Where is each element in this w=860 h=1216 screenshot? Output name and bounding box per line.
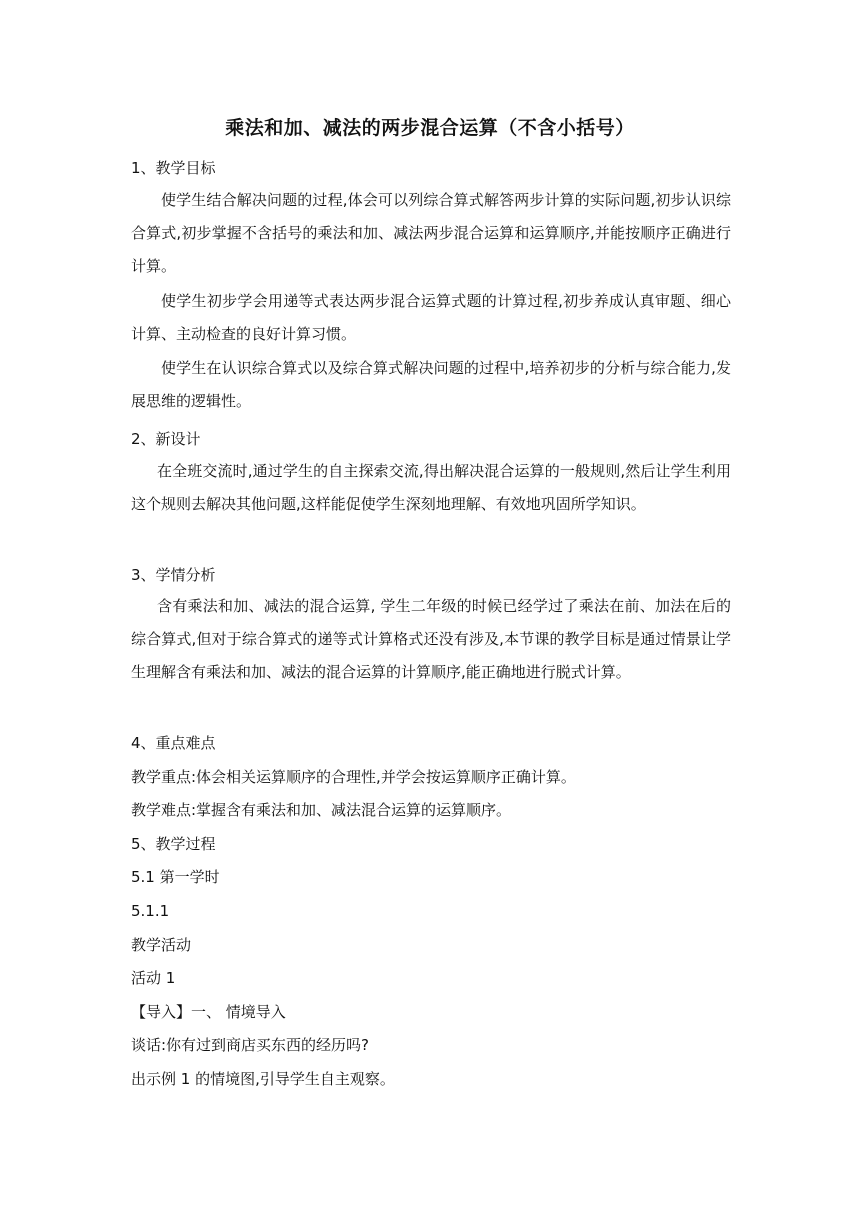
section-heading-teaching-goals: 1、教学目标 xyxy=(131,159,216,177)
activity-label: 活动 1 xyxy=(131,969,176,987)
new-design-paragraph: 在全班交流时,通过学生的自主探索交流,得出解决混合运算的一般规则,然后让学生利用这个规则去解决其他问题,这样能促使学生深刻地理解、有效地巩固所学知识。 xyxy=(131,462,731,513)
show-text: 出示例 1 的情境图,引导学生自主观察。 xyxy=(131,1070,395,1088)
teaching-activities-label: 教学活动 xyxy=(131,936,192,954)
document-title: 乘法和加、减法的两步混合运算（不含小括号） xyxy=(225,117,635,139)
section-heading-teaching-process: 5、教学过程 xyxy=(131,835,216,853)
student-analysis-paragraph: 含有乘法和加、减法的混合运算, 学生二年级的时候已经学过了乘法在前、加法在后的综合算式,但对于综合算式的递等式计算格式还没有涉及,本节课的教学目标是通过情景让学生理解含有乘法和加、减法的混合运算的计算顺序,能正确地进行脱式计算。 xyxy=(131,597,731,681)
talk-text: 谈话:你有过到商店买东西的经历吗? xyxy=(131,1036,370,1054)
difficult-point-text: 教学难点:掌握含有乘法和加、减法混合运算的运算顺序。 xyxy=(131,801,512,819)
intro-heading: 【导入】一、 情境导入 xyxy=(131,1003,286,1021)
goal-paragraph-1: 使学生结合解决问题的过程,体会可以列综合算式解答两步计算的实际问题,初步认识综合算式,初步掌握不含括号的乘法和加、减法两步混合运算和运算顺序,并能按顺序正确进行计算。 xyxy=(131,191,731,275)
key-point-text: 教学重点:体会相关运算顺序的合理性,并学会按运算顺序正确计算。 xyxy=(131,768,576,786)
section-heading-key-difficult: 4、重点难点 xyxy=(131,734,216,752)
subsection-first-lesson: 5.1 第一学时 xyxy=(131,868,220,886)
section-heading-new-design: 2、新设计 xyxy=(131,430,201,448)
goal-paragraph-2: 使学生初步学会用递等式表达两步混合运算式题的计算过程,初步养成认真审题、细心计算、主动检查的良好计算习惯。 xyxy=(131,292,731,343)
section-heading-student-analysis: 3、学情分析 xyxy=(131,566,216,584)
goal-paragraph-3: 使学生在认识综合算式以及综合算式解决问题的过程中,培养初步的分析与综合能力,发展思维的逻辑性。 xyxy=(131,359,731,410)
subsection-number: 5.1.1 xyxy=(131,902,170,920)
